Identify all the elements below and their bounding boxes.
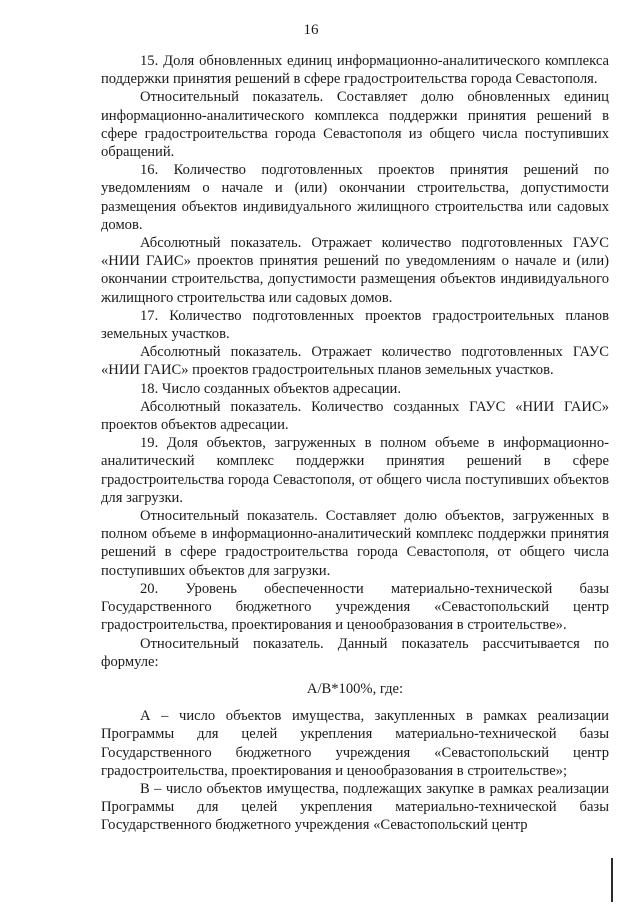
paragraph: Относительный показатель. Составляет долю обновленных единиц информационно-аналитического комплекса поддержки принятия решений в сфере градостроительства города Севастополя из общего числа поступивших обращений.	[101, 89, 609, 161]
paragraph: 18. Число созданных объектов адресации.	[140, 380, 401, 397]
paragraph: 16. Количество подготовленных проектов принятия решений по уведомлениям о начале и (или) окончании строительства, допустимости размещения объектов индивидуального жилищного строительства или садовых домов.	[101, 162, 609, 233]
paragraph: Относительный показатель. Составляет долю объектов, загруженных в полном объеме в информационно-аналитический комплекс поддержки принятия решений в сфере градостроительства города Севастополя, от общего числа поступивших объектов для загрузки.	[101, 508, 609, 579]
paragraph: 15. Доля обновленных единиц информационно-аналитического комплекса поддержки принятия решений в сфере градостроительства города Севастополя.	[101, 53, 609, 88]
paragraph: Абсолютный показатель. Отражает количество подготовленных ГАУС «НИИ ГАИС» проектов градостроительных планов земельных участков.	[101, 344, 609, 379]
definition-b: В – число объектов имущества, подлежащих закупке в рамках реализации Программы для целей укрепления материально-технической базы Государственного бюджетного учреждения «Севастопольский центр	[101, 780, 609, 834]
definition-a: А – число объектов имущества, закупленных в рамках реализации Программы для целей укрепления материально-технической базы Государственного бюджетного учреждения «Севастопольский центр градостроительства, проектирования и ценообразования в строительстве»;	[101, 708, 609, 779]
paragraph: 17. Количество подготовленных проектов градостроительных планов земельных участков.	[101, 307, 609, 343]
paragraph: Абсолютный показатель. Количество созданных ГАУС «НИИ ГАИС» проектов объектов адресации.	[101, 398, 609, 434]
paragraph: 19. Доля объектов, загруженных в полном объеме в информационно-аналитический комплекс поддержки принятия решений в сфере градостроительства города Севастополя, от общего числа поступивших объектов для загрузки.	[101, 435, 609, 506]
page-number: 16	[303, 22, 319, 38]
scan-edge-mark	[611, 858, 613, 902]
page-body	[101, 52, 609, 835]
paragraph: 20. Уровень обеспеченности материально-технической базы Государственного бюджетного учреждения «Севастопольский центр градостроительства, проектирования и ценообразования в строительстве».	[101, 580, 609, 634]
paragraph: Абсолютный показатель. Отражает количество подготовленных ГАУС «НИИ ГАИС» проектов принятия решений по уведомлениям о начале и (или) окончании строительства, допустимости размещения объектов индивидуального жилищного строительства или садовых домов.	[101, 235, 609, 306]
paragraph: Относительный показатель. Данный показатель рассчитывается по формуле:	[101, 635, 609, 670]
formula: А/В*100%, где:	[306, 680, 404, 697]
